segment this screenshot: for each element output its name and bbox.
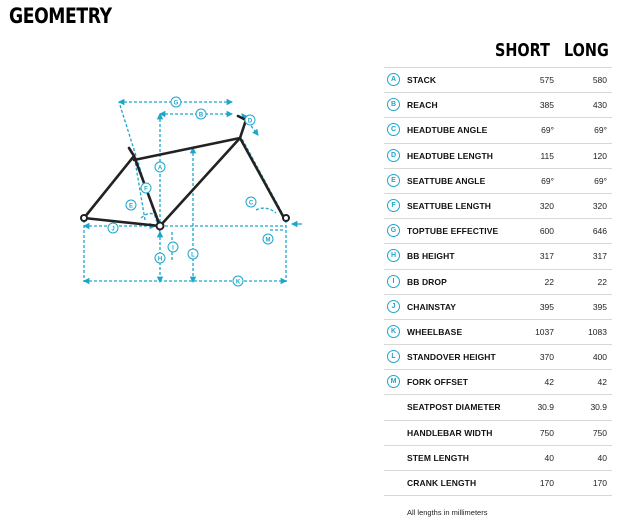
row-badge: M — [387, 375, 400, 388]
row-badge: E — [387, 174, 400, 187]
diagram-badge-l — [188, 249, 198, 259]
column-header-short: SHORT — [495, 40, 550, 61]
row-label: REACH — [407, 100, 438, 111]
value-short: 40 — [544, 452, 554, 463]
value-short: 575 — [539, 75, 554, 85]
diagram-badge-d — [245, 115, 255, 125]
row-badge: H — [387, 249, 400, 262]
table-row — [384, 370, 612, 395]
footnote: All lengths in millimeters — [407, 508, 488, 517]
value-short: 115 — [540, 150, 554, 161]
table-row — [384, 320, 612, 345]
value-short: 69° — [541, 175, 554, 186]
row-label: STANDOVER HEIGHT — [407, 352, 496, 363]
row-badge: G — [387, 224, 400, 237]
row-label: CHAINSTAY — [407, 301, 457, 312]
value-long: 430 — [592, 100, 607, 111]
svg-text:I: I — [172, 245, 174, 252]
table-row — [384, 169, 612, 194]
table-row — [384, 244, 612, 269]
value-short: 600 — [539, 226, 554, 237]
value-long: 69° — [594, 125, 607, 136]
row-label: STEM LENGTH — [407, 452, 470, 463]
svg-text:F: F — [144, 186, 148, 193]
diagram-badge-b — [196, 109, 206, 119]
row-label: HEADTUBE ANGLE — [407, 125, 488, 136]
diagram-badge-m — [263, 234, 273, 244]
diagram-badge-k — [233, 276, 243, 286]
svg-text:C: C — [248, 200, 254, 207]
row-badge: F — [387, 199, 400, 212]
value-long: 395 — [592, 301, 607, 312]
table-row — [384, 270, 612, 295]
svg-text:A: A — [157, 165, 163, 172]
svg-text:G: G — [173, 100, 179, 107]
value-long: 120 — [592, 150, 607, 161]
row-label: FORK OFFSET — [407, 377, 469, 388]
diagram-badge-e — [126, 200, 136, 210]
value-short: 320 — [539, 200, 554, 211]
table-row — [384, 345, 612, 370]
row-label: SEATTUBE ANGLE — [407, 175, 486, 186]
row-badge: A — [387, 73, 400, 86]
value-long: 750 — [592, 427, 607, 438]
row-badge: I — [387, 275, 400, 288]
table-row — [384, 118, 612, 143]
svg-text:J: J — [111, 226, 115, 233]
page-title: GEOMETRY — [9, 4, 112, 28]
diagram-badge-f — [141, 183, 151, 193]
table-row — [384, 395, 612, 420]
svg-text:H: H — [157, 256, 163, 263]
value-long: 400 — [592, 352, 607, 363]
value-long: 42 — [597, 377, 607, 388]
svg-text:E: E — [128, 203, 134, 210]
value-long: 580 — [592, 75, 607, 85]
value-short: 385 — [539, 100, 554, 111]
value-long: 22 — [597, 276, 607, 287]
value-short: 30.9 — [537, 402, 554, 413]
table-row — [384, 144, 612, 169]
value-short: 170 — [539, 478, 554, 488]
value-short: 395 — [539, 301, 554, 312]
value-long: 30.9 — [590, 402, 607, 413]
value-short: 69° — [541, 125, 554, 136]
value-short: 22 — [544, 276, 554, 287]
geometry-table — [384, 67, 612, 496]
value-long: 69° — [594, 175, 607, 186]
table-row — [384, 421, 612, 446]
diagram-badge-a — [155, 162, 165, 172]
table-row — [384, 471, 612, 496]
svg-text:K: K — [235, 279, 241, 286]
value-long: 320 — [592, 200, 607, 211]
value-short: 1037 — [535, 326, 554, 337]
row-label: SEATTUBE LENGTH — [407, 200, 491, 211]
diagram-badge-h — [155, 253, 165, 263]
value-short: 317 — [539, 251, 554, 262]
diagram-badge-g — [171, 97, 181, 107]
value-short: 370 — [539, 352, 554, 363]
diagram-badge-i — [168, 242, 178, 252]
value-short: 42 — [544, 377, 554, 388]
row-label: TOPTUBE EFFECTIVE — [407, 226, 499, 237]
row-badge: J — [387, 300, 400, 313]
diagram-badge-j — [108, 223, 118, 233]
row-label: BB DROP — [407, 276, 447, 287]
value-short: 750 — [539, 427, 554, 438]
geometry-diagram — [0, 60, 320, 300]
diagram-badge-c — [246, 197, 256, 207]
svg-text:B: B — [198, 112, 204, 119]
row-label: HEADTUBE LENGTH — [407, 150, 494, 161]
row-label: BB HEIGHT — [407, 251, 455, 262]
value-long: 170 — [592, 478, 607, 488]
table-row — [384, 93, 612, 118]
row-badge: D — [387, 149, 400, 162]
row-label: CRANK LENGTH — [407, 478, 477, 488]
row-badge: C — [387, 123, 400, 136]
value-long: 1083 — [588, 326, 607, 337]
value-long: 317 — [592, 251, 607, 262]
table-row — [384, 194, 612, 219]
row-label: SEATPOST DIAMETER — [407, 402, 501, 413]
row-badge: L — [387, 350, 400, 363]
row-badge: B — [387, 98, 400, 111]
column-header-long: LONG — [564, 40, 609, 61]
table-row — [384, 446, 612, 471]
table-row — [384, 219, 612, 244]
table-row — [384, 68, 612, 93]
row-badge: K — [387, 325, 400, 338]
row-label: HANDLEBAR WIDTH — [407, 427, 493, 438]
value-long: 40 — [597, 452, 607, 463]
value-long: 646 — [592, 226, 607, 237]
svg-text:L: L — [191, 252, 195, 259]
row-label: STACK — [407, 75, 437, 85]
table-row — [384, 295, 612, 320]
svg-text:D: D — [247, 118, 253, 125]
row-label: WHEELBASE — [407, 326, 463, 337]
svg-text:M: M — [265, 237, 271, 244]
